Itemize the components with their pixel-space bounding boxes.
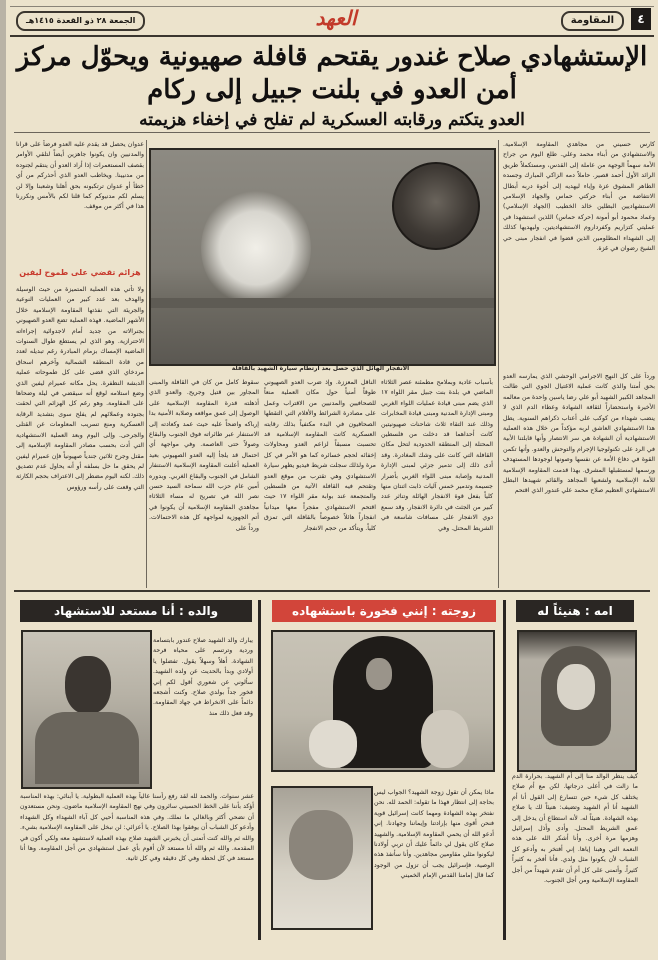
column-divider — [258, 600, 261, 940]
wife-and-children-photo — [271, 630, 495, 772]
article-column-right-top: كارس حسيني من مجاهدي المقاومة الإسلامية. والاستشهادي من أبناء محمد وعلي. طلع اليوم من جراح الأمة سهماً الوجهة من عاملة إلى القدس، ومستكملاً طريق الرائد الأول أحمد قصير. حاملاً دمه الزاكي المبارك وجسده الطاهر المشوق عزة وإباء ليهديه إلى أخوة دربه أبطال الانتفاضة من أبناء حركتي حماس والجهاد الإسلامي الاستشهاديين البطلين خالد الخطيب (الجهاد الإسلامي) وعماد محمود أبو أمونة (حركة حماس) اللذين استشهدا في عمليتي كتزاريم وكفرداروم الاستشهاديتين. وليهديها كذلك إلى الشهداء المظلومين الذين قضوا في انفجار مبنى حي الشيخ رضوان في غزة. — [503, 141, 655, 253]
child-face — [289, 810, 353, 880]
child-photo — [271, 786, 373, 930]
column-divider — [503, 600, 506, 940]
column-divider — [498, 140, 499, 588]
headline-line-1: الإستشهادي صلاح غندور يقتحم قافلة صهيونية ويحوّل مركز — [16, 42, 648, 72]
mother-face — [557, 664, 595, 710]
article-column-right-bottom: ورداً على كل النهج الاجرامي الوحشي الذي يمارسه العدو بحق أمتنا والذي كانت عملية الاغتيال الجوي التي طالت المجاهد الكبير الشهيد أبو علي رضا ياسين واحدة من معالمه الأخيرة واستحضاراً لثقافة الشهادة وعطاء الدم الذي لا ينضب شهداء من كوكب على أعتاب ذكراهم السنوية. يطل هذا الاستشهادي العاشق لربه مؤكداً من خلال هذه العملية الاستشهادية أن الشهادة هي سر الانتصار وأنها قابلتنا الأبية في الرد على تكنولوجيا الإجرام والتوحش والعدو. وأنها تكمن القوة في دفاع الأمة عن نفسها وصونها لوجودها المستهدف ورسمها لمستقبلها المشرق. بهذا قدمت المقاومة الإسلامية للأمة الإسلامية ولشعبها المجاهد والقائم شهيدها البطل الاستشهادي العظيم صلاح محمد علي غندور الذي اقتحم — [503, 373, 655, 495]
child-two — [421, 710, 469, 768]
mother-body-text: كيف ينظر الوالد منا إلى أم الشهيد. بحرارة الدم ما زالت في أعلى درجاتها. لكن مع أم صلاح يختلف كل شيء حين تتسارع إلى القول أنا أم الشهيد أنا أم الشهيد وتضيف: هنيئاً لك يا صلاح بهذه الشهادة. هنيئاً له. لأنه استطاع أن يدخل إلى عمق الشريط المحتل. وأدى وأذل إسرائيل وهزمها مرة أخرى. وأنا أشكر الله على هذه النعمة التي وهبنا إياها. إني أفتخر به وأدعو كل الشباب لأن يكونوا مثل ولدي. فأنا أفخر به كثيراً كثيراً. وأتمنى على كل أم أن تقدم شهيداً من أجل المقاومة الإسلامية ومن أجل الجنوب. — [512, 773, 638, 885]
article-column-left-top: عدوان يحصل قد يقدم عليه العدو فرضاً على قرانا والمدنيين وان يكونوا جاهزين أيضاً لتلقي الأوامر بقصف المستعمرات إذا أراد العدو أن ينتقم لجنوده من مدنيينا. ويخاطب العدو الذي أحذركم من أي خطأ أو عدوان ترتكبونه بحق أهلنا وشعبنا وإلا لن يسلم لكم مدنيوكم كما قلنا لكم بالأمس ونكررنا هذا في أكثر من موقف. — [16, 141, 144, 211]
section-label: المقاومة — [561, 11, 624, 31]
photo-caption: الانفجار الهائل الذي حصل بعد ارتطام سيارة الشهيد بالقافلة — [231, 365, 410, 372]
article-column-left-bottom: ولا تأتي هذه العملية المتميزة من حيث الوسيلة والهدف بعد عدد كبير من العمليات النوعية والجريئة التي نفذتها المقاومة الإسلامية خلال الأشهر الماضية. فهذه العملية تضع العدو الصهيوني بجنرالاته من جديد أمام لاجدوائية إجراءاته الاحترازية. وهو الذي لم يستطع طوال السنوات الماضية الإمساك بزمام المبادرة رغم تبديله لعدد من قادة المنطقة الشمالية وآخرهم اسحاق مردخاي الذي قضى على كل طموحاته عملية الدبشة النظفرة. يحل مكانه عميرام ليفين الذي وضع استلامه لوقع أنه سيقضي في ليلة وضحاها على المقاومة. وهو رغم كل الهزائم التي لحقت بجنوده وعملائهم لم يفلح سوى بتشديد الرقابة العسكرية ومنع تسريب المعلومات عن القتلى والجرحى. وإلى اليوم وبعد العملية الاستشهادية التي أدت بحسب مصادر المقاومة الإسلامية إلى مقتل وجرح ثلاثين جندياً صهيونياً فإن عميرام ليفين لم يحقق ما حل بسلفه أو أنه يحاول عدم تصديق ذلك. لكنه اليوم مضطر إلى الاعتراف بحجم الكارثة التي وقعت على رأسه ورؤوس — [16, 286, 144, 491]
issue-date: الجمعة ٢٨ ذو القعدة ١٤١٥هـ — [16, 11, 145, 31]
father-heading: والده : أنا مستعد للاستشهاد — [20, 600, 252, 622]
column-divider — [146, 140, 147, 588]
father-photo — [21, 630, 152, 789]
father-body-text: عشر سنوات. والحمد لله لقد رفع رأسنا عالياً بهذه العملية البطولية. يا أبنائي: بهذه المناسبة أؤكد بأننا على الخط الحسيني سائرون وفي نهج المقاومة الإسلامية ماضون. ونحن مستعدون أن نضحي أكثر وبالغالي ما نملك. وفي هذه المناسبة أحيي كل آباء الشهداء وكل الشهداء وأدعو كل الشباب أن يوفقوا بهذا الصلاح. يا أعزائي: لن نبخل على المقاومة الإسلامية بشيء. والله ثم والله كنت أتمنى أن يخبرني الشهيد صلاح بهذه العملية لاستشهد معه ولكي أكون في المقدمة. والله ثم والله أنا مستعد لأن أقوم بأي عمل استشهادي من أجل المقاومة. وها أنا مستعد في كل لحظة وفي كل دقيقة وفي كل ثانية. — [20, 793, 254, 863]
wife-body-text: ماذا يمكن أن تقول زوجة الشهيد؟ الجواب ليس بحاجة إلى انتظار فهذا ما تقوله: الحمد لله. نحن نفتخر بهذه الشهادة ومهما كانت إسرائيل قوية فنحن أقوى منها بإرادتنا وإيماننا وجهادنا. إني أدعو الله أن يحمي المقاومة الإسلامية. والشهيد صلاح كان يقول لي دائماً عليك أن تربي أولادنا ليكونوا مثلي مقاومين مجاهدين. وأنا سأنفذ هذه الوصية. فإسرائيل يجب أن تزول من الوجود كما قال إمامنا القدس الإمام الخميني — [374, 789, 494, 880]
father-face — [65, 656, 111, 714]
mother-photo — [517, 630, 637, 772]
wife-face — [366, 658, 392, 690]
article-subhead: هزائم تقضي على طموح ليفين — [19, 268, 141, 277]
headline-line-2: أمن العدو في بلنت جبيل إلى ركام — [147, 75, 517, 105]
mother-heading: امه : هنيئاً له — [516, 600, 634, 622]
father-body — [35, 712, 139, 784]
page-number: ٤ — [631, 8, 651, 30]
wife-heading: زوجته : إنني فخورة باستشهاده — [272, 600, 496, 622]
explosion-photo — [149, 148, 496, 366]
father-side-text: يبارك والد الشهيد صلاح غندور بابتسامة وردية وترتسم على محياه فرحة الشهادة. أهلاً وسهلاً يقول. تفضلوا يا أولادي وبدأ بالحديث عن ولده الشهيد. سألوني عن شعوري أقول لكم إني فخور جداً بولدي صلاح. وكنت أشجعه دائماً على الانخراط في جهاد المقاومة. وقد فعل ذلك منذ — [153, 637, 253, 717]
headline-subtitle: العدو يتكتم ورقابته العسكرية لم تفلح في إخفاء هزيمته — [14, 108, 650, 133]
horizon-strip — [151, 298, 494, 308]
smoke-cloud — [201, 188, 311, 308]
article-column-mid-a: بأسباب عادية وبملامح مطمئنة عصر الثلاثاء الماضي في بلدة بنت جبيل مقر اللواء ١٧ الذي يضم مبنى قيادة عمليات اللواء الغربي ومبنى الإدارة المدنية ومبنى قيادة المخابرات وذلك عند التقاء ثلاث شاحنات صهيونيتين كانت أحداهما قد دخلت من فلسطين المحتلة إلى المنطقة الحدودية لتحل مكان القافلة التي كانت على وشك المغادرة. وقد أدى ذلك إلى تدمير جزئي لمبنى الإدارة المدنية وإصابة مبنى اللواء الغربي بأضرار جسيمة وتدمير خمس آليات ذابت اثنتان منها كلياً بفعل قوة الانفجار الهائلة وتناثر عدد كبير من الجثث في دائرة الانفجار. وقد سمع دوي الانفجار على مسافات شاسعة في الشريط المحتل. وفي — [381, 379, 493, 532]
child-one — [309, 720, 357, 768]
article-column-mid-c: سقوط كامل من كان في القافلة والمبنى المجاور بين قتيل وجريح. والعدو الذي أذهلته قدرة المقاومة الإسلامية على الوصول إلى عمق مواقعه وصلابة الأمنية بدا إرباكه واضحاً عليه حيث عمد وكعادته إلى الاستنفار عبر طائراته فوق الجنوب والبقاع وصولاً حتى العاصمة. وفي مواجهة أي احتمال قد يلجأ إليه العدو الصهيوني بعيد العملية أعلنت المقاومة الإسلامية الاستنفار الشامل في الجنوب والبقاع الغربي. وبدوره أمين عام حزب الله سماحة السيد حسن نصر الله في تصريح له مساء الثلاثاء مجاهدي المقاومة الإسلامية أن يكونوا في أتم الجهوزية لمواجهة كل هذه الاحتمالات. ورداً على — [149, 379, 259, 532]
section-divider — [14, 590, 650, 592]
martyr-portrait — [392, 162, 480, 250]
newspaper-logo: العهد — [315, 6, 357, 30]
article-column-mid-b: الناقل المعززة. وإذ ضرب العدو الصهيوني طوقاً أمنياً حول مكان العملية منعاً للصحافيين والمدنيين من الاقتراب وعمل على مصادرة الشرائط والأفلام التي التقطها الصحافيون في البدء مكتفياً بذلك رقابته العسكرية كانت المقاومة الإسلامية قد تحسبت مسبقاً لزاعم العدو ومحاولات إخفائه لحجم خسائره كما هو الأمر في كل مرة ولذلك سجلت شريط فيديو يظهر سيارة الاستشهادي وهي تقترب من موقع العدو وتقتحم فيه القافلة الآتية من فلسطين والمتجمعة عند بوابة مقر اللواء ١٧ حيث اقتحم الاستشهادي مفجراً معها ميدانياً انفجاراً هائلاً خصوصاً بالقافلة التي تمزق كلياً. ويتأكد من حجم الانفجار — [264, 379, 376, 532]
